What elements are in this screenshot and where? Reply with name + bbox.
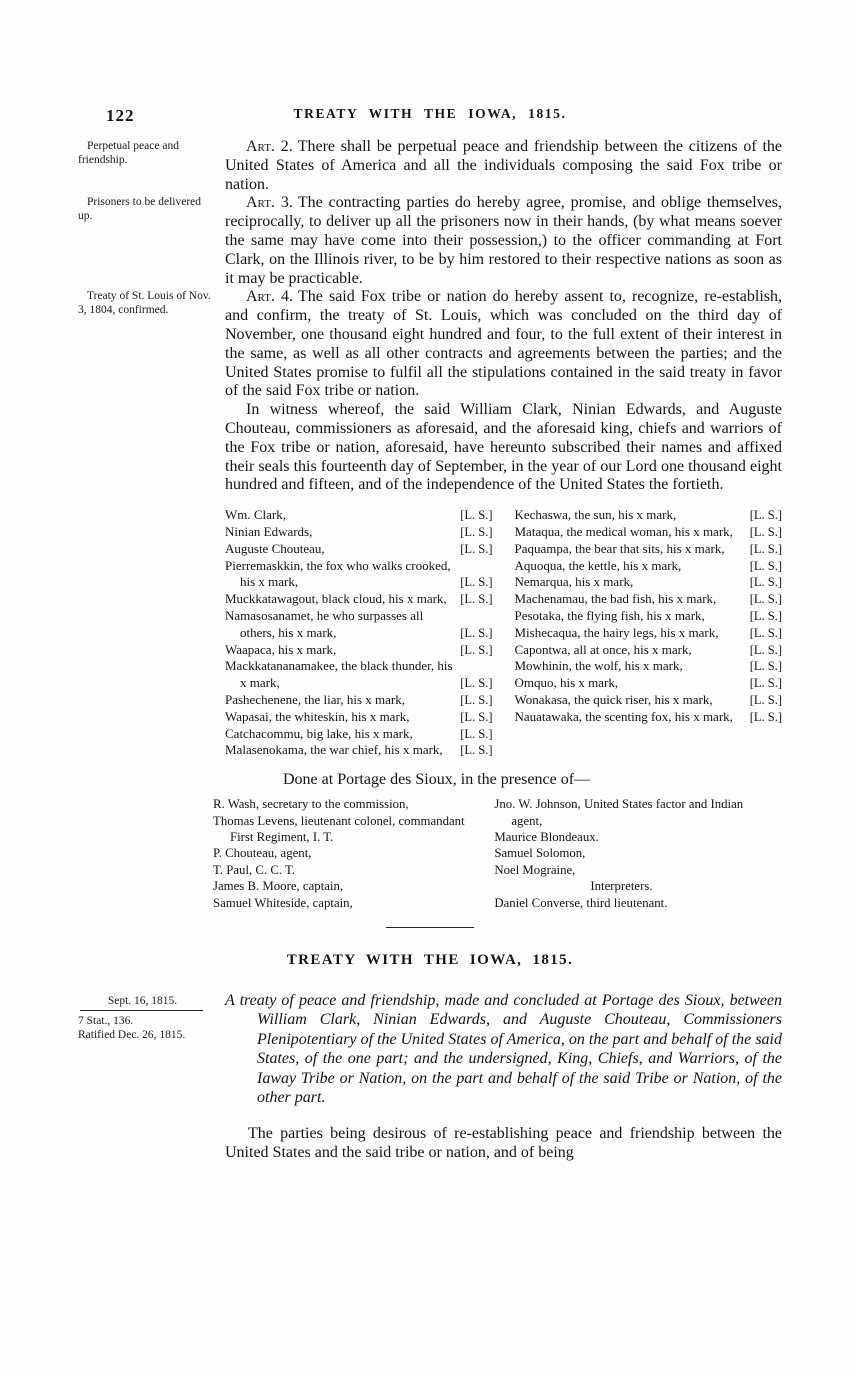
margin-ratified: Ratified Dec. 26, 1815. [78,1028,186,1041]
article-row [78,194,782,288]
signature-entry [515,675,783,692]
treaty-heading: TREATY WITH THE IOWA, 1815. [286,951,574,968]
signature-entry [225,709,493,726]
signer-name: Kechaswa, the sun, his x mark, [514,507,677,523]
signature-entry [225,608,493,642]
seal-label: [L. S.] [460,709,493,724]
witness-item: Noel Mograine, [494,862,576,877]
signature-entry [225,742,493,759]
witness-item: Samuel Whiteside, captain, [213,895,353,910]
signature-entry [225,507,493,524]
signature-entry [515,558,783,575]
done-line: Done at Portage des Sioux, in the presence of— [283,771,591,789]
witness-item: Daniel Converse, third lieutenant. [494,895,668,910]
signer-name: Machenamau, the bad fish, his x mark, [514,591,717,607]
article-text: There shall be perpetual peace and friendship between the citizens of the United States of America and all the individuals composing the said Fox tribe or nation. [225,138,783,193]
article-row [78,288,782,401]
seal-label: [L. S.] [460,726,493,741]
margin-stat-cite: 7 Stat., 136. [78,1014,134,1027]
signature-entry [225,524,493,541]
signer-name: Auguste Chouteau, [225,540,325,556]
witness-item: Samuel Solomon, [494,846,586,861]
signer-name: Mishecaqua, the hairy legs, his x mark, [514,624,719,640]
witness-item: T. Paul, C. C. T. [213,862,296,877]
seal-label: [L. S.] [749,676,782,691]
signature-entry [515,608,783,625]
seal-label: [L. S.] [460,692,493,707]
preamble-row [78,991,782,1107]
article-paragraph [225,138,782,194]
seal-label: [L. S.] [749,709,782,724]
margin-spacer [78,495,225,759]
witness-columns [213,796,782,911]
page-number: 122 [106,106,135,125]
signature-entry [515,692,783,709]
margin-rule [80,1010,203,1011]
article-label: Art. 3. [246,194,293,212]
interpreters-label: Interpreters. [590,879,653,894]
signature-entry [515,642,783,659]
witness-item: Jno. W. Johnson, United States factor and Indian agent, [494,797,744,828]
signatures-row [78,495,782,759]
margin-note: Treaty of St. Louis of Nov. 3, 1804, confirmed. [78,290,211,316]
witness-paragraph-row [78,401,782,495]
seal-label: [L. S.] [749,508,782,523]
margin-spacer [78,1107,225,1163]
seal-label: [L. S.] [749,659,782,674]
signature-entry [515,625,783,642]
signature-entry [515,574,783,591]
witness-item: R. Wash, secretary to the commission, [213,797,409,812]
signer-name: Ninian Edwards, [225,523,313,539]
signature-entry [225,726,493,743]
signer-name: Mowhinin, the wolf, his x mark, [514,658,683,674]
signature-entry [225,658,493,692]
margin-note: Perpetual peace and friendship. [78,140,179,166]
signer-name: Mataqua, the medical woman, his x mark, [514,523,733,539]
signer-name: Capontwa, all at once, his x mark, [514,641,692,657]
signature-column-right [515,507,783,759]
margin-date: Sept. 16, 1815. [107,994,178,1007]
signer-name: Waapaca, his x mark, [225,641,337,657]
signature-entry [515,658,783,675]
signer-name: Muckkatawagout, black cloud, his x mark, [225,591,447,607]
done-line-row [78,759,782,796]
signature-entry [515,507,783,524]
signer-name: Nemarqua, his x mark, [514,574,634,590]
signer-name: Pesotaka, the flying fish, his x mark, [514,607,705,623]
witness-item: James B. Moore, captain, [213,879,344,894]
seal-label: [L. S.] [460,625,493,640]
margin-note [78,991,225,1107]
seal-label: [L. S.] [460,508,493,523]
section-divider [386,927,474,928]
treaty-preamble: A treaty of peace and friendship, made and concluded at Portage des Sioux, between William Clark, Ninian Edwards, and Auguste Chouteau, Commissioners Plenipotentiary of the United States of America, on the part and behalf of the said States, of the one part; and the undersigned, King, Chiefs, and Warriors, of the Iaway Tribe or Nation, on the part and behalf of the said Tribe or Nation, of the other part. [225,991,782,1106]
page-header [78,106,782,130]
signer-name: Catchacommu, big lake, his x mark, [225,725,413,741]
opening-paragraph: The parties being desirous of re-establishing peace and friendship between the United States and the said tribe or nation, and of being [225,1125,782,1162]
witness-column-right [480,796,770,911]
seal-label: [L. S.] [749,575,782,590]
signer-name: Aquoqua, the kettle, his x mark, [514,557,682,573]
signature-entry [225,692,493,709]
seal-label: [L. S.] [460,642,493,657]
signer-name: Pashechenene, the liar, his x mark, [225,691,405,707]
seal-label: [L. S.] [749,558,782,573]
seal-label: [L. S.] [460,524,493,539]
signature-columns [225,507,782,759]
signature-entry [515,541,783,558]
signer-name: Pierremaskkin, the fox who walks crooked, his x mark, [225,557,451,590]
signer-name: Paquampa, the bear that sits, his x mark, [514,540,725,556]
signature-entry [225,541,493,558]
article-label: Art. 4. [246,288,294,306]
seal-label: [L. S.] [460,575,493,590]
seal-label: [L. S.] [749,608,782,623]
margin-spacer [78,401,225,495]
signer-name: Wm. Clark, [225,507,287,523]
seal-label: [L. S.] [749,592,782,607]
seal-label: [L. S.] [460,541,493,556]
signature-entry [515,591,783,608]
article-row [78,138,782,194]
seal-label: [L. S.] [460,676,493,691]
witnesses-row [78,796,782,911]
article-text: The said Fox tribe or nation do hereby assent to, recognize, re-establish, and confirm, the treaty of St. Louis, which was concluded on the third day of November, one thousand eight hundred and four, to the full extent of their interest in the same, as well as all other contracts and agreements between the parties; and the United States promise to fulfil all the stipulations contained in the said treaty in favor of the said Fox tribe or nation. [225,288,782,400]
signer-name: Nauatawaka, the scenting fox, his x mark, [514,708,733,724]
seal-label: [L. S.] [460,743,493,758]
article-paragraph [225,288,782,401]
signature-entry [225,642,493,659]
margin-spacer [78,796,225,911]
signer-name: Wapasai, the whiteskin, his x mark, [225,708,410,724]
running-head: TREATY WITH THE IOWA, 1815. [293,106,567,121]
signature-entry [515,524,783,541]
signature-entry [225,558,493,592]
witness-sublist [494,796,770,878]
signer-name: Mackkatananamakee, the black thunder, his x mark, [225,658,453,691]
seal-label: [L. S.] [749,692,782,707]
seal-label: [L. S.] [749,625,782,640]
signer-name: Namasosanamet, he who surpasses all others, his x mark, [225,607,424,640]
article-list [78,138,782,401]
witness-item: Thomas Levens, lieutenant colonel, commandant First Regiment, I. T. [213,813,465,844]
witness-item: Maurice Blondeaux. [494,829,599,844]
witness-item: P. Chouteau, agent, [213,846,312,861]
seal-label: [L. S.] [749,524,782,539]
signer-name: Malasenokama, the war chief, his x mark, [225,742,443,758]
margin-spacer [78,759,225,796]
signer-name: Wonakasa, the quick riser, his x mark, [514,691,713,707]
witness-paragraph: In witness whereof, the said William Clark, Ninian Edwards, and Auguste Chouteau, commissioners as aforesaid, and the aforesaid king, chiefs and warriors of the Fox tribe or nation, aforesaid, have hereunto subscribed their names and affixed their seals this fourteenth day of September, in the year of our Lord one thousand eight hundred and fifteen, and of the independence of the United States the fortieth. [225,401,782,494]
witness-column-left [213,796,480,911]
opening-paragraph-row [78,1107,782,1163]
signature-entry [225,591,493,608]
signature-column-left [225,507,493,759]
article-text: The contracting parties do hereby agree, promise, and oblige themselves, reciprocally, to deliver up all the prisoners now in their hands, (by what means soever the same may have come into their possession,) to the officer commanding at Fort Clark, on the Illinois river, to be by him restored to their respective nations as soon as it may be practicable. [225,194,783,287]
fox-treaty-section [78,138,782,911]
seal-label: [L. S.] [460,592,493,607]
article-paragraph [225,194,782,288]
signature-entry [515,709,783,726]
seal-label: [L. S.] [749,541,782,556]
signer-name: Omquo, his x mark, [514,675,619,691]
seal-label: [L. S.] [749,642,782,657]
margin-note: Prisoners to be delivered up. [78,196,202,222]
article-label: Art. 2. [246,138,293,155]
iowa-treaty-section [78,952,782,1163]
